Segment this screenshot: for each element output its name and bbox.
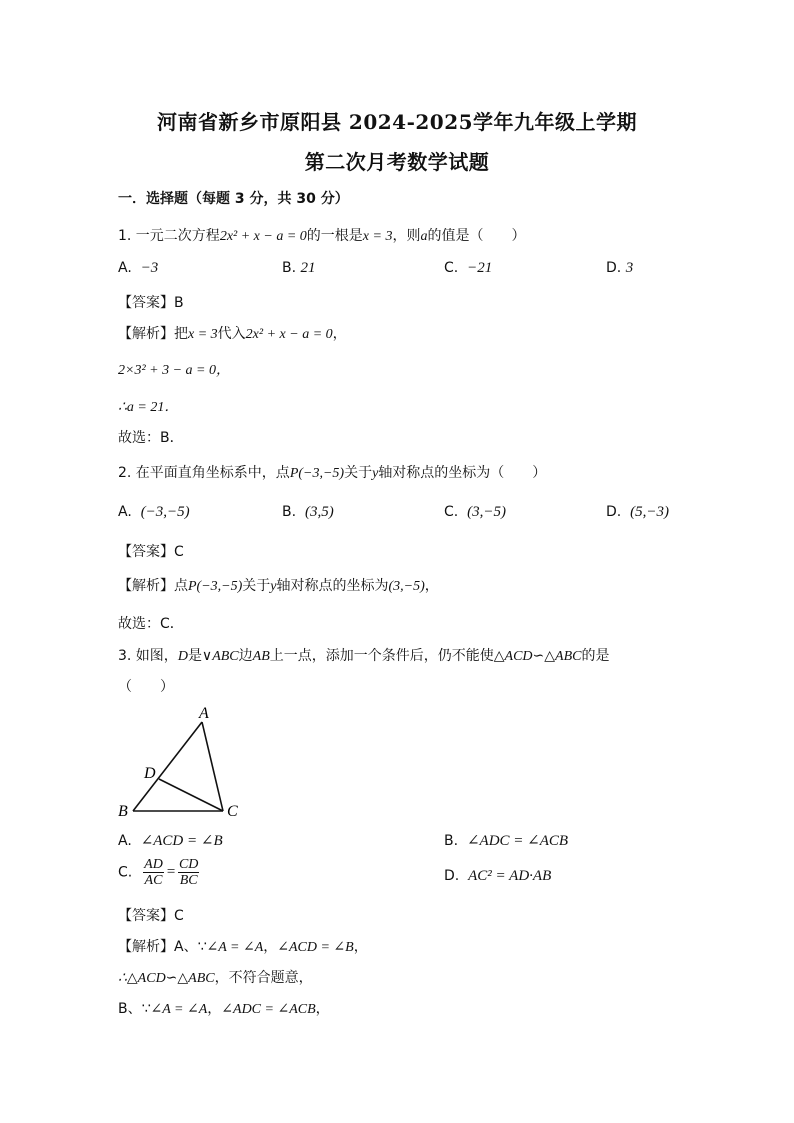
q2-analysis: 【解析】点P(−3,−5)关于y轴对称点的坐标为(3,−5)， <box>118 578 439 594</box>
q3-analysis-line2: ∴△ACD∽△ABC，不符合题意， <box>118 970 313 986</box>
section-heading: 一．选择题（每题 3 分，共 30 分） <box>118 191 349 207</box>
triangle-figure <box>110 700 260 825</box>
q1-analysis-line3: ∴a = 21． <box>118 400 179 415</box>
q3-option-c: C. $\frac{AD}{AC}$ = $\frac{CD}{BC}$ <box>118 857 199 888</box>
q1-option-d: D. 3 <box>606 260 634 276</box>
q3-option-a: A. ∠ACD = ∠B <box>118 833 223 849</box>
vertex-label-c: C <box>227 803 238 820</box>
q3-answer: 【答案】C <box>118 908 184 924</box>
q2-option-c: C. (3,−5) <box>444 504 507 520</box>
question-3-paren: （ ） <box>118 679 174 695</box>
vertex-label-d: D <box>144 765 156 782</box>
q3-analysis-line1: 【解析】A、∵∠A = ∠A，∠ACD = ∠B， <box>118 939 368 955</box>
q2-answer: 【答案】C <box>118 544 184 560</box>
q2-option-a: A. (−3,−5) <box>118 504 190 520</box>
page-title: 河南省新乡市原阳县 2024-2025学年九年级上学期 <box>156 110 638 134</box>
vertex-label-b: B <box>118 803 128 820</box>
question-1-stem: 1. 一元二次方程2x² + x − a = 0的一根是x = 3，则a的值是（ ） <box>118 228 526 244</box>
q3-option-b: B. ∠ADC = ∠ACB <box>444 833 569 849</box>
q3-analysis-line3: B、∵∠A = ∠A，∠ADC = ∠ACB， <box>118 1001 330 1017</box>
q2-option-d: D. (5,−3) <box>606 504 670 520</box>
q1-conclusion: 故选：B． <box>118 430 184 446</box>
q1-option-c: C. −21 <box>444 260 493 276</box>
q1-option-b: B. 21 <box>282 260 316 276</box>
fraction-cd-bc: $\frac{CD}{BC}$ <box>178 857 199 888</box>
question-3-stem: 3. 如图，D是∨ABC边AB上一点，添加一个条件后，仍不能使△ACD∽△ABC的是 <box>118 648 610 664</box>
question-2-stem: 2. 在平面直角坐标系中，点P(−3,−5)关于y轴对称点的坐标为（ ） <box>118 465 547 481</box>
page-subtitle: 第二次月考数学试题 <box>304 150 490 174</box>
fraction-ad-ac: $\frac{AD}{AC}$ <box>144 857 163 888</box>
q3-option-d: D. AC² = AD·AB <box>444 868 552 884</box>
q1-option-a: A. −3 <box>118 260 159 276</box>
q1-analysis-line1: 【解析】把x = 3代入2x² + x − a = 0， <box>118 326 347 342</box>
side-ac <box>202 722 223 811</box>
q2-option-b: B. (3,5) <box>282 504 334 520</box>
segment-dc <box>159 779 223 811</box>
q1-answer: 【答案】B <box>118 295 184 311</box>
vertex-label-a: A <box>199 705 209 722</box>
q1-analysis-line2: 2×3² + 3 − a = 0， <box>118 363 230 378</box>
q2-conclusion: 故选：C． <box>118 616 184 632</box>
